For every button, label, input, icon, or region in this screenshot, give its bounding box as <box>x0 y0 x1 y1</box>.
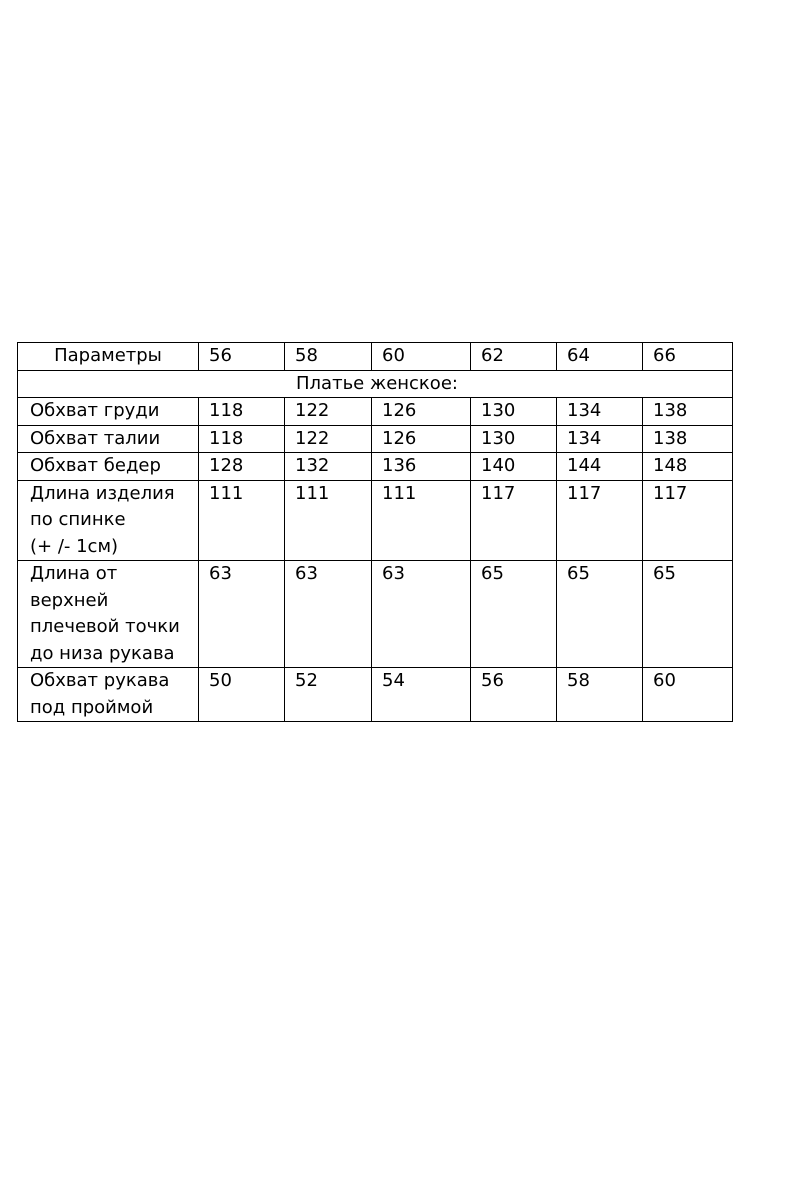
size-cell: 60 <box>372 343 471 371</box>
value-cell: 54 <box>372 668 471 722</box>
size-cell: 62 <box>471 343 557 371</box>
value-cell: 148 <box>643 453 733 481</box>
value-cell: 63 <box>199 561 285 668</box>
row-label: Обхват груди <box>18 398 199 426</box>
value-cell: 117 <box>643 480 733 561</box>
header-row <box>18 343 733 371</box>
value-cell: 52 <box>285 668 372 722</box>
table-row <box>18 425 733 453</box>
value-cell: 65 <box>643 561 733 668</box>
value-cell: 134 <box>557 425 643 453</box>
size-cell: 64 <box>557 343 643 371</box>
table-row <box>18 668 733 722</box>
header-label-cell: Параметры <box>18 343 199 371</box>
value-cell: 65 <box>557 561 643 668</box>
value-cell: 126 <box>372 425 471 453</box>
value-cell: 56 <box>471 668 557 722</box>
value-cell: 50 <box>199 668 285 722</box>
value-cell: 65 <box>471 561 557 668</box>
value-cell: 122 <box>285 425 372 453</box>
value-cell: 111 <box>372 480 471 561</box>
value-cell: 111 <box>285 480 372 561</box>
value-cell: 140 <box>471 453 557 481</box>
value-cell: 63 <box>372 561 471 668</box>
row-label: Обхват рукава под проймой <box>18 668 199 722</box>
size-cell: 58 <box>285 343 372 371</box>
value-cell: 122 <box>285 398 372 426</box>
value-cell: 58 <box>557 668 643 722</box>
value-cell: 130 <box>471 425 557 453</box>
value-cell: 118 <box>199 398 285 426</box>
table-row <box>18 561 733 668</box>
table-row <box>18 453 733 481</box>
value-cell: 130 <box>471 398 557 426</box>
row-label: Длина от верхней плечевой точки до низа рукава <box>18 561 199 668</box>
table-row <box>18 398 733 426</box>
size-chart-table <box>17 342 733 722</box>
table-row <box>18 480 733 561</box>
value-cell: 144 <box>557 453 643 481</box>
value-cell: 111 <box>199 480 285 561</box>
section-row <box>18 370 733 398</box>
size-cell: 66 <box>643 343 733 371</box>
row-label: Длина изделия по спинке (+ /- 1см) <box>18 480 199 561</box>
row-label: Обхват талии <box>18 425 199 453</box>
value-cell: 117 <box>471 480 557 561</box>
value-cell: 118 <box>199 425 285 453</box>
value-cell: 63 <box>285 561 372 668</box>
value-cell: 136 <box>372 453 471 481</box>
value-cell: 126 <box>372 398 471 426</box>
value-cell: 132 <box>285 453 372 481</box>
value-cell: 138 <box>643 425 733 453</box>
value-cell: 138 <box>643 398 733 426</box>
row-label: Обхват бедер <box>18 453 199 481</box>
value-cell: 60 <box>643 668 733 722</box>
value-cell: 134 <box>557 398 643 426</box>
value-cell: 128 <box>199 453 285 481</box>
section-title: Платье женское: <box>18 370 733 398</box>
value-cell: 117 <box>557 480 643 561</box>
size-cell: 56 <box>199 343 285 371</box>
